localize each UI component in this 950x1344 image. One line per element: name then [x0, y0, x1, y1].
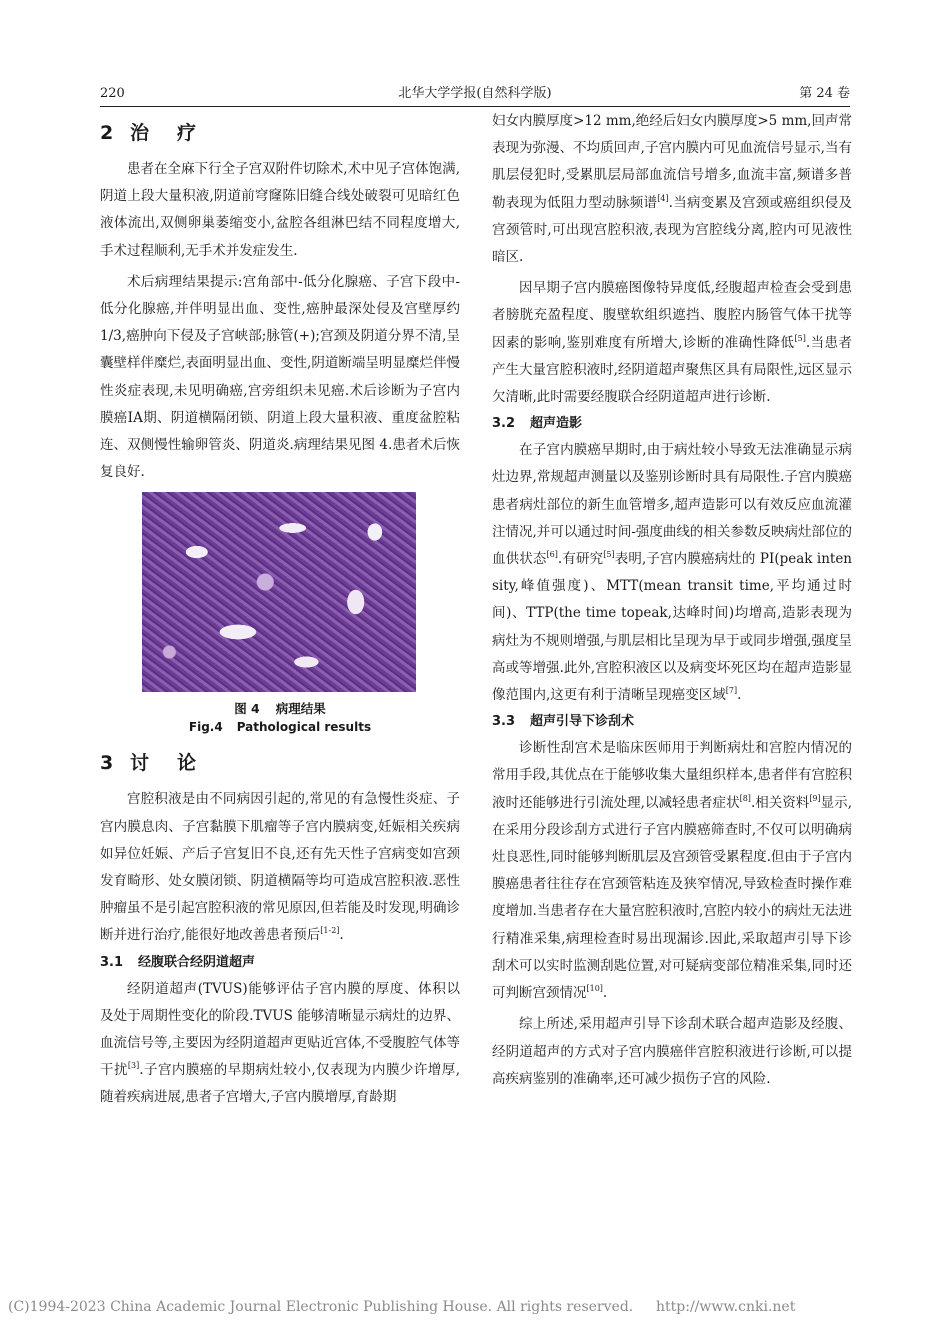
subsection-title: 超声造影 — [530, 416, 583, 432]
citation: [1-2] — [320, 926, 340, 936]
subsection-3-2-heading — [492, 411, 852, 437]
figure-title: Pathological results — [236, 720, 372, 735]
citation: [7] — [725, 686, 738, 696]
section-2-heading — [100, 116, 460, 150]
header-rule — [100, 106, 850, 107]
paragraph: 经阴道超声(TVUS)能够评估子宫内膜的厚度、体积以及处于周期性变化的阶段.TVUS 能够清晰显示病灶的边界、血流信号等,主要因为经阴道超声更贴近宫体,不受腹腔气体等干扰[3].子宫内膜癌的早期病灶较小,仅表现为内膜少许增厚,随着疾病进展,患者子宫增大,子宫内膜增厚,育龄期 — [100, 980, 460, 1106]
subsection-number: 3.3 — [492, 714, 516, 730]
paragraph: 在子宫内膜癌早期时,由于病灶较小导致无法准确显示病灶边界,常规超声测量以及鉴别诊断时具有局限性.子宫内膜癌患者病灶部位的新生血管增多,超声造影可以有效反应血流灌注情况,并可以通过时间-强度曲线的相关参数反映病灶部位的血供状态[6].有研究[5]表明,子宫内膜癌病灶的 PI(peak intensity,峰值强度)、MTT(mean transit time,平均通过时间)、TTP(the time topeak,达峰时间)均增高,造影表现为病灶为不规则增强,与肌层相比呈现为早于或同步增强,强度呈高或等增强.此外,宫腔积液区以及病变坏死区均在超声造影显像范围内,这更有利于清晰呈现癌变区域[7]. — [492, 442, 853, 704]
citation: [3] — [127, 1061, 140, 1071]
volume-label: 第 24 卷 — [799, 86, 850, 101]
left-column — [100, 108, 460, 1112]
watermark-footer — [8, 1296, 948, 1318]
figure-title: 病理结果 — [275, 701, 326, 717]
citation: [8] — [739, 793, 751, 803]
paragraph: 术后病理结果提示:宫角部中-低分化腺癌、子宫下段中-低分化腺癌,并伴明显出血、变性,癌肿最深处侵及宫壁厚约 1/3,癌肿向下侵及子宫峡部;脉管(+);宫颈及阴道分界不清,呈囊壁样伴糜烂,表面明显出血、变性,阴道断端呈明显糜烂伴慢性炎症表现,未见明确癌,宫旁组织未见癌.术后诊断为子宫内膜癌ⅠA期、阴道横隔闭锁、阴道上段大量积液、重度盆腔粘连、双侧慢性输卵管炎、阴道炎.病理结果见图 4.患者术后恢复良好. — [100, 273, 460, 481]
subsection-number: 3.1 — [100, 954, 124, 970]
figure-caption-en — [100, 718, 460, 736]
section-number: 2 — [100, 122, 114, 144]
citation: [4] — [657, 193, 669, 203]
figure-caption-cn — [100, 700, 460, 718]
journal-name: 北华大学学报(自然科学版) — [398, 86, 552, 101]
subsection-title: 经腹联合经阴道超声 — [138, 954, 256, 970]
subsection-3-1-heading — [100, 950, 460, 976]
citation: [10] — [586, 984, 603, 994]
citation: [5] — [794, 333, 806, 343]
copyright-text: (C)1994-2023 China Academic Journal Electronic Publishing House. All rights reserved. — [8, 1299, 634, 1315]
figure-4 — [100, 492, 460, 736]
page-number: 220 — [100, 86, 125, 101]
paragraph: 患者在全麻下行全子宫双附件切除术,术中见子宫体饱满,阴道上段大量积液,阴道前穹窿陈旧缝合线处破裂可见暗红色液体流出,双侧卵巢萎缩变小,盆腔各组淋巴结不同程度增大,手术过程顺利,无手术并发症发生. — [100, 161, 460, 259]
citation: [5] — [603, 550, 615, 560]
section-number: 3 — [100, 752, 114, 775]
section-title: 讨论 — [130, 752, 225, 775]
section-title: 治疗 — [130, 122, 225, 144]
right-column — [492, 108, 852, 1093]
paragraph: 宫腔积液是由不同病因引起的,常见的有急慢性炎症、子宫内膜息肉、子宫黏膜下肌瘤等子宫内膜病变,妊娠相关疾病如异位妊娠、产后子宫复旧不良,还有先天性子宫病变如宫颈发育畸形、处女膜闭锁、阴道横隔等均可造成宫腔积液.恶性肿瘤虽不是引起宫腔积液的常见原因,但若能及时发现,明确诊断并进行治疗,能很好地改善患者预后[1-2]. — [100, 791, 460, 944]
figure-label: 图 4 — [234, 701, 260, 717]
paragraph: 妇女内膜厚度>12 mm,绝经后妇女内膜厚度>5 mm,回声常表现为弥漫、不均质回声,子宫内膜内可见血流信号显示,当有肌层侵犯时,受累肌层局部血流信号增多,血流丰富,频谱多普勒表现为低阻力型动脉频谱[4].当病变累及宫颈或癌组织侵及宫颈管时,可出现宫腔积液,表现为宫腔线分离,腔内可见液性暗区. — [492, 113, 852, 266]
running-header — [100, 84, 850, 104]
pathology-image — [142, 492, 416, 692]
figure-label: Fig.4 — [188, 720, 223, 735]
paragraph: 诊断性刮宫术是临床医师用于判断病灶和宫腔内情况的常用手段,其优点在于能够收集大量组织样本,患者伴有宫腔积液时还能够进行引流处理,以减轻患者症状[8].相关资料[9]显示,在采用分段诊刮方式进行子宫内膜癌筛查时,不仅可以明确病灶良恶性,同时能够判断肌层及宫颈管受累程度.但由于子宫内膜癌患者往往存在宫颈管粘连及狭窄情况,导致检查时操作难度增加.当患者存在大量宫腔积液时,宫腔内较小的病灶无法进行精准采集,病理检查时易出现漏诊.因此,采取超声引导下诊刮术可以实时监测刮匙位置,对可疑病变部位精准采集,同时还可判断宫颈情况[10]. — [492, 740, 852, 1002]
section-3-heading — [100, 746, 460, 780]
subsection-number: 3.2 — [492, 416, 516, 432]
subsection-title: 超声引导下诊刮术 — [530, 714, 635, 730]
paragraph: 因早期子宫内膜癌图像特异度低,经腹超声检查会受到患者膀胱充盈程度、腹壁软组织遮挡、腹腔内肠管气体干扰等因素的影响,鉴别难度有所增大,诊断的准确性降低[5].当患者产生大量宫腔积液时,经阴道超声聚焦区具有局限性,远区显示欠清晰,此时需要经腹联合经阴道超声进行诊断. — [492, 280, 852, 406]
paragraph: 综上所述,采用超声引导下诊刮术联合超声造影及经腹、经阴道超声的方式对子宫内膜癌伴宫腔积液进行诊断,可以提高疾病鉴别的准确率,还可减少损伤子宫的风险. — [492, 1016, 852, 1087]
subsection-3-3-heading — [492, 709, 852, 735]
website-text: http://www.cnki.net — [656, 1299, 796, 1315]
citation: [6] — [546, 550, 558, 560]
citation: [9] — [809, 793, 821, 803]
